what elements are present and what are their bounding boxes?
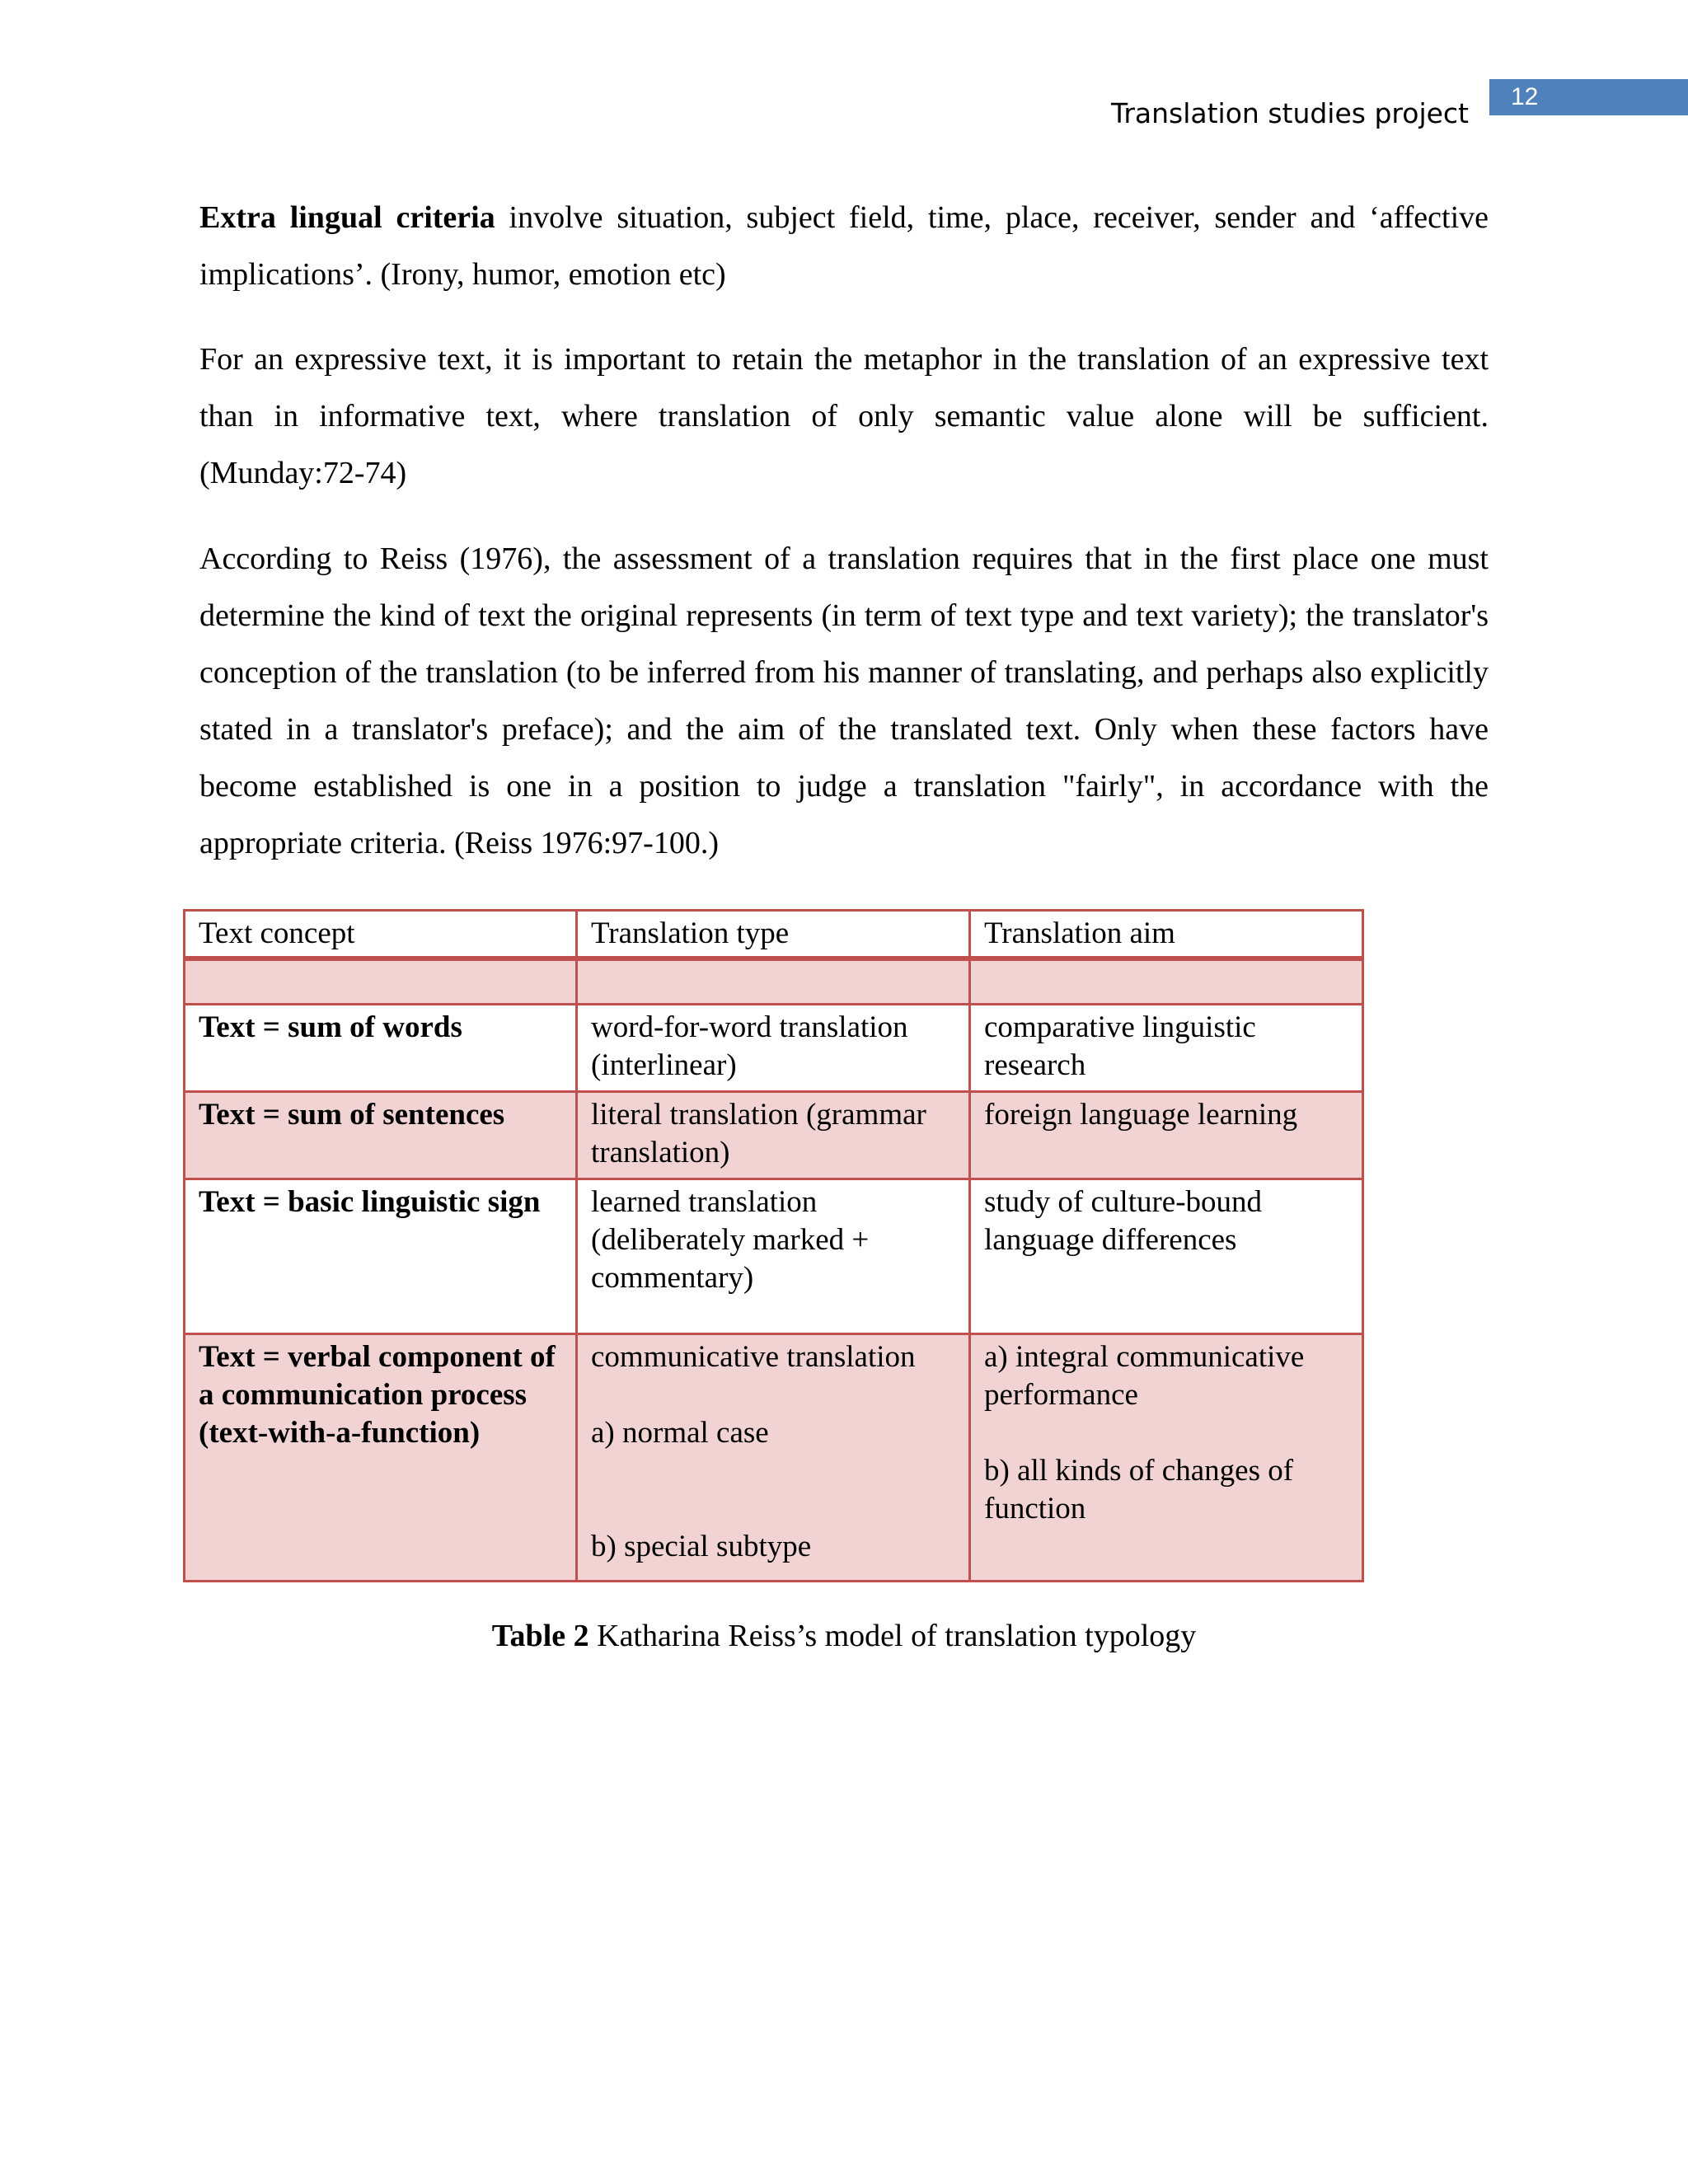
cell-translation-type: learned translation (deliberately marked + commentary) xyxy=(577,1179,970,1334)
cell-translation-type xyxy=(577,1334,970,1582)
cell-translation-aim: comparative linguistic research xyxy=(970,1005,1363,1092)
running-header: Translation studies project xyxy=(1111,97,1469,129)
table-row xyxy=(185,1092,1363,1179)
table-cell xyxy=(577,958,970,1005)
cell-text-concept: Text = sum of words xyxy=(185,1005,577,1092)
table-row-empty xyxy=(185,958,1363,1005)
type-line: communicative translation xyxy=(591,1340,916,1374)
cell-text-concept: Text = sum of sentences xyxy=(185,1092,577,1179)
reiss-typology-table xyxy=(183,909,1364,1582)
aim-line: b) all kinds of changes of function xyxy=(984,1454,1294,1526)
cell-translation-aim: study of culture-bound language differences xyxy=(970,1179,1363,1334)
table-row xyxy=(185,1179,1363,1334)
paragraph-expressive-text xyxy=(199,331,1489,502)
caption-label: Table 2 xyxy=(491,1619,589,1653)
table-row xyxy=(185,1334,1363,1582)
paragraph-text: According to Reiss (1976), the assessment of a translation requires that in the first place one must determine the kind of text the original represents (in term of text type and text variety); the translator's conception of the translation (to be inferred from his manner of translating, and perhaps also explicitly stated in a translator's preface); and the aim of the translated text. Only when these factors have become established is one in a position to judge a translation "fairly", in accordance with the appropriate criteria. (Reiss 1976:97-100.) xyxy=(199,541,1489,860)
table-caption xyxy=(0,1615,1688,1657)
type-line: a) normal case xyxy=(591,1416,769,1450)
page-number-badge: 12 xyxy=(1489,79,1688,115)
table-cell xyxy=(185,958,577,1005)
cell-translation-type: word-for-word translation (interlinear) xyxy=(577,1005,970,1092)
table-header-row xyxy=(185,911,1363,958)
paragraph-text: involve situation, subject field, time, place, receiver, sender and ‘affective implications’. (Irony, humor, emotion etc) xyxy=(199,200,1489,292)
cell-translation-aim xyxy=(970,1334,1363,1582)
header-translation-aim: Translation aim xyxy=(970,911,1363,958)
paragraph-extra-lingual xyxy=(199,190,1489,303)
paragraph-text: For an expressive text, it is important to retain the metaphor in the translation of an expressive text than in informative text, where translation of only semantic value alone will be sufficient. (Munday:72-74) xyxy=(199,342,1489,490)
term-extra-lingual-criteria: Extra lingual criteria xyxy=(199,200,495,235)
cell-text-concept: Text = basic linguistic sign xyxy=(185,1179,577,1334)
cell-translation-type: literal translation (grammar translation) xyxy=(577,1092,970,1179)
caption-text: Katharina Reiss’s model of translation typology xyxy=(588,1619,1197,1653)
cell-translation-aim: foreign language learning xyxy=(970,1092,1363,1179)
header-text-concept: Text concept xyxy=(185,911,577,958)
header-translation-type: Translation type xyxy=(577,911,970,958)
aim-line: a) integral communicative performance xyxy=(984,1340,1305,1412)
cell-text-concept: Text = verbal component of a communication process (text-with-a-function) xyxy=(185,1334,577,1582)
paragraph-reiss-assessment xyxy=(199,531,1489,872)
type-line: b) special subtype xyxy=(591,1530,812,1563)
table-cell xyxy=(970,958,1363,1005)
table-row xyxy=(185,1005,1363,1092)
